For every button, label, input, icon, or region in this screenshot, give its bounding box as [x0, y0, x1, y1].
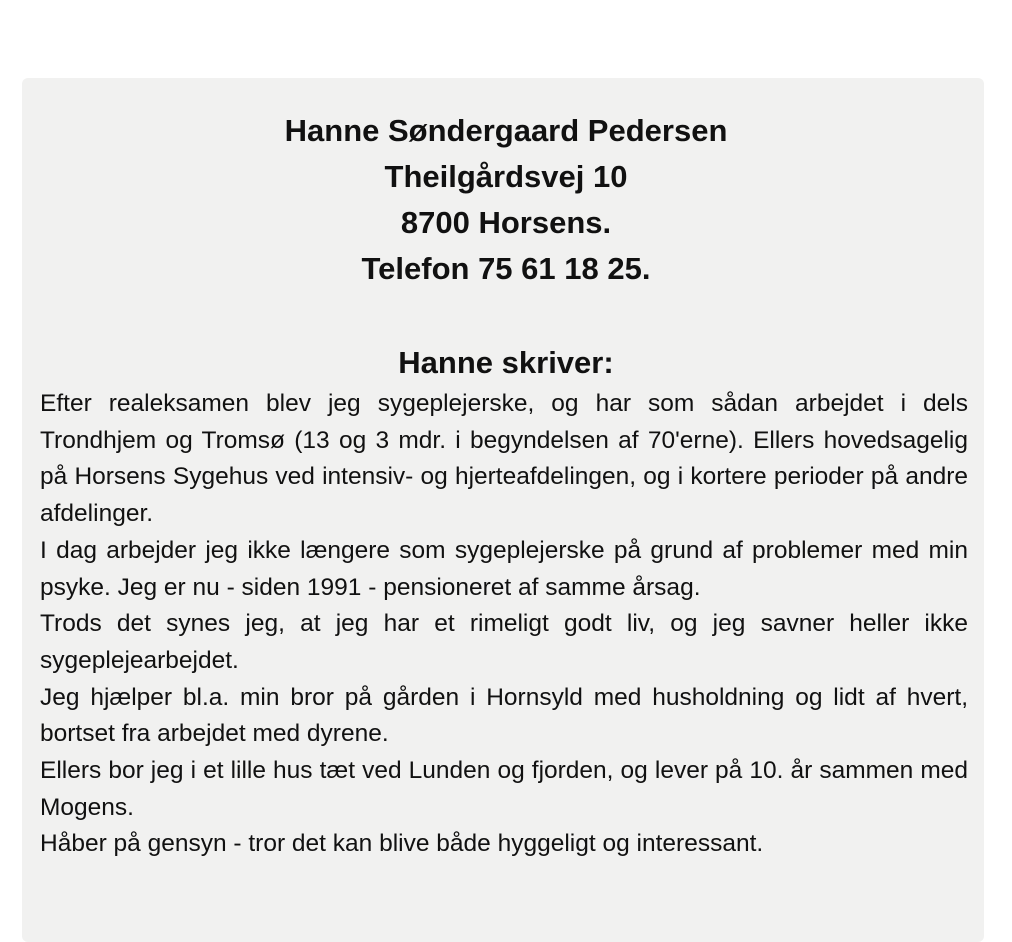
- paragraph-pension: I dag arbejder jeg ikke længere som sygeplejerske på grund af problemer med min psyke. Jeg er nu - siden 1991 - pensioneret af samme årsag.: [40, 536, 968, 601]
- paragraph-home: Ellers bor jeg i et lille hus tæt ved Lunden og fjorden, og lever på 10. år sammen med Mogens.: [40, 757, 968, 821]
- street-address: Theilgårdsvej 10: [384, 159, 628, 194]
- author-name: Hanne Søndergaard Pedersen: [284, 113, 728, 148]
- section-heading: Hanne skriver:: [398, 345, 614, 380]
- paragraph-closing: Håber på gensyn - tror det kan blive både hyggeligt og interessant.: [40, 830, 764, 858]
- paragraph-career: Efter realeksamen blev jeg sygeplejerske, og har som sådan arbejdet i dels Trondhjem og Tromsø (13 og 3 mdr. i begyndelsen af 70'erne). Ellers hovedsagelig på Horsens Sygehus ved intensiv- og hjerteafdelingen, og i kortere perioder på andre afdelinger.: [40, 390, 968, 528]
- letter-body: [40, 386, 968, 863]
- postal-city: 8700 Horsens.: [400, 205, 612, 240]
- phone-number: Telefon 75 61 18 25.: [361, 251, 651, 286]
- address-block: [0, 108, 1012, 292]
- paragraph-life: Trods det synes jeg, at jeg har et rimeligt godt liv, og jeg savner heller ikke sygeplejearbejdet.: [40, 610, 968, 674]
- paragraph-farm: Jeg hjælper bl.a. min bror på gården i Hornsyld med husholdning og lidt af hvert, bortset fra arbejdet med dyrene.: [40, 683, 968, 748]
